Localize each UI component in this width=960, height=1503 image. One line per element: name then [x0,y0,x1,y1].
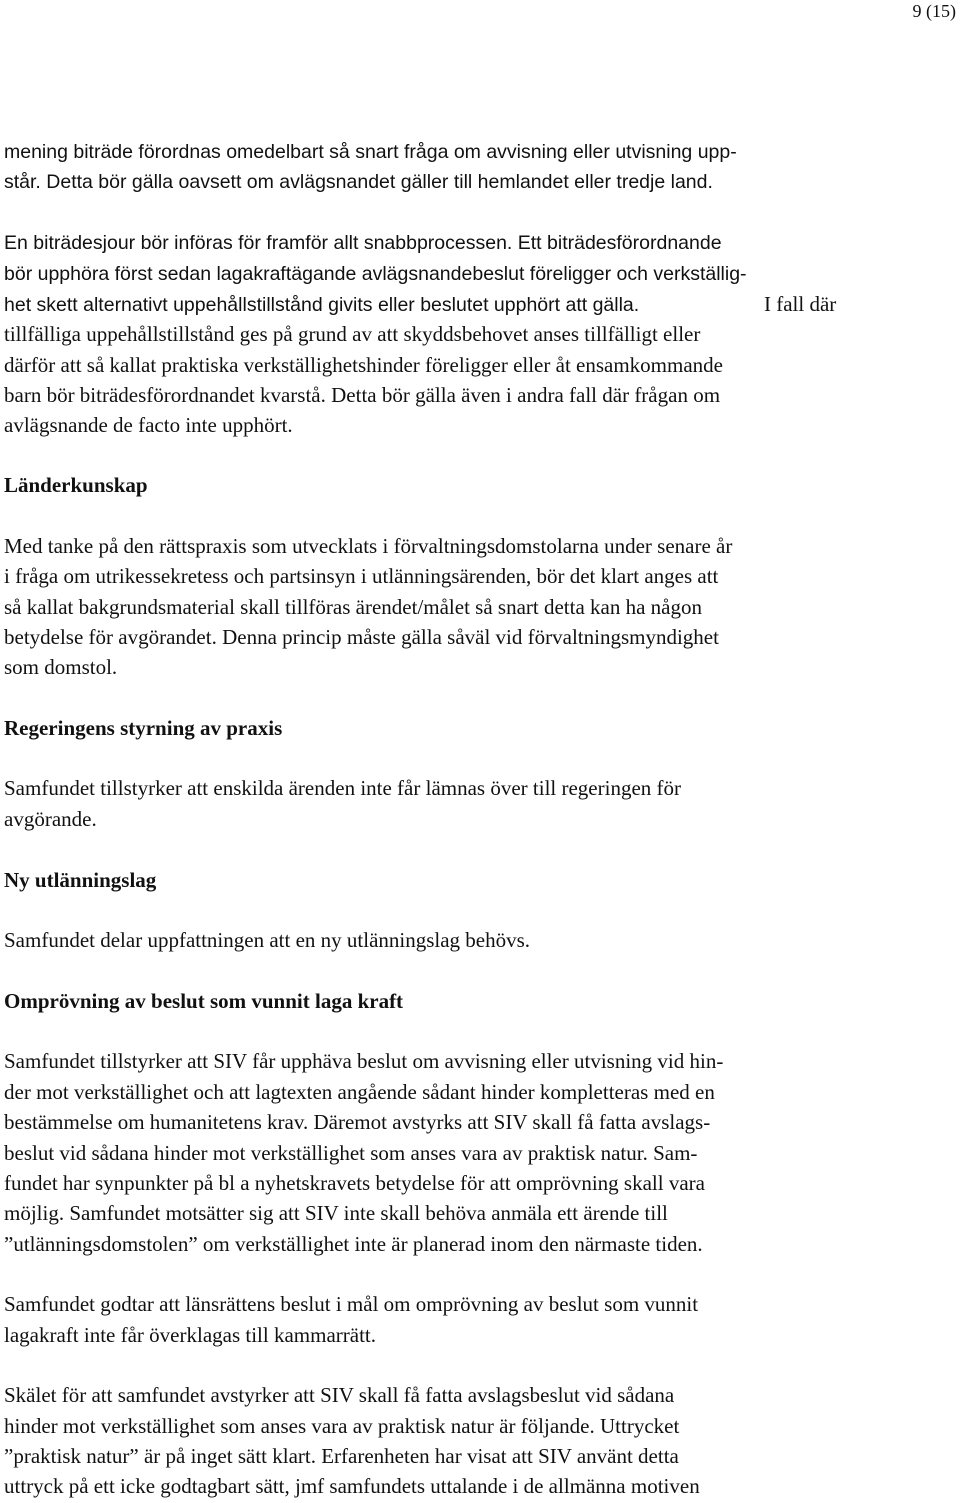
paragraph-line: avlägsnande de facto inte upphört. [4,413,293,437]
paragraph-line: i fråga om utrikessekretess och partsinsyn i utlänningsärenden, bör det klart anges att [4,564,719,588]
paragraph-line: bestämmelse om humanitetens krav. Däremot avstyrks att SIV skall få fatta avslags- [4,1110,711,1134]
paragraph-line: fundet har synpunkter på bl a nyhetskravets betydelse för att omprövning skall vara [4,1171,705,1195]
section-heading: Länderkunskap [4,473,148,497]
paragraph-line: lagakraft inte får överklagas till kammarrätt. [4,1323,377,1347]
paragraph-line: bör upphöra först sedan lagakraftägande avlägsnandebeslut föreligger och verkställig- [4,263,747,285]
paragraph-line: står. Detta bör gälla oavsett om avlägsnandet gäller till hemlandet eller tredje land. [4,171,713,193]
section-heading: Regeringens styrning av praxis [4,716,283,740]
paragraph-line: beslut vid sådana hinder mot verkställighet som anses vara av praktisk natur. Sam- [4,1141,698,1165]
paragraph-line: I fall där [764,292,837,316]
paragraph-line: Samfundet tillstyrker att enskilda ärenden inte får lämnas över till regeringen för [4,776,682,800]
paragraph-line: avgörande. [4,807,97,831]
paragraph-line: uttryck på ett icke godtagbart sätt, jmf samfundets uttalande i de allmänna motiven [4,1474,700,1498]
page-number: 9 (15) [912,1,956,21]
paragraph-line: Skälet för att samfundet avstyrker att SIV skall få fatta avslagsbeslut vid sådana [4,1383,675,1407]
paragraph-line: tillfälliga uppehållstillstånd ges på grund av att skyddsbehovet anses tillfälligt eller [4,322,701,346]
paragraph-line: het skett alternativt uppehållstillstånd givits eller beslutet upphört att gälla. [4,294,640,316]
paragraph-line: Samfundet delar uppfattningen att en ny utlänningslag behövs. [4,928,531,952]
paragraph-line: barn bör biträdesförordnandet kvarstå. Detta bör gälla även i andra fall där frågan om [4,383,721,407]
section-heading: Ny utlänningslag [4,868,157,892]
paragraph-line: mening biträde förordnas omedelbart så snart fråga om avvisning eller utvisning upp- [4,141,737,163]
paragraph-line: så kallat bakgrundsmaterial skall tillföras ärendet/målet så snart detta kan ha någon [4,595,703,619]
paragraph-line: der mot verkställighet och att lagtexten angående sådant hinder kompletteras med en [4,1080,715,1104]
paragraph-line: En biträdesjour bör införas för framför allt snabbprocessen. Ett biträdesförordnande [4,232,722,254]
paragraph-line: Med tanke på den rättspraxis som utvecklats i förvaltningsdomstolarna under senare år [4,534,733,558]
section-heading: Omprövning av beslut som vunnit laga kraft [4,989,404,1013]
paragraph-line: möjlig. Samfundet motsätter sig att SIV inte skall behöva anmäla ett ärende till [4,1201,668,1225]
paragraph-line: Samfundet tillstyrker att SIV får upphäva beslut om avvisning eller utvisning vid hin- [4,1049,724,1073]
paragraph-line: därför att så kallat praktiska verkställighetshinder föreligger eller åt ensamkommande [4,353,723,377]
paragraph-line: hinder mot verkställighet som anses vara av praktisk natur är följande. Uttrycket [4,1414,680,1438]
paragraph-line: betydelse för avgörandet. Denna princip måste gälla såväl vid förvaltningsmyndighet [4,625,719,649]
paragraph-line: ”praktisk natur” är på inget sätt klart. Erfarenheten har visat att SIV använt detta [4,1444,679,1468]
paragraph-line: ”utlänningsdomstolen” om verkställighet inte är planerad inom den närmaste tiden. [4,1232,703,1256]
paragraph-line: Samfundet godtar att länsrättens beslut i mål om omprövning av beslut som vunnit [4,1292,699,1316]
paragraph-line: som domstol. [4,655,118,679]
